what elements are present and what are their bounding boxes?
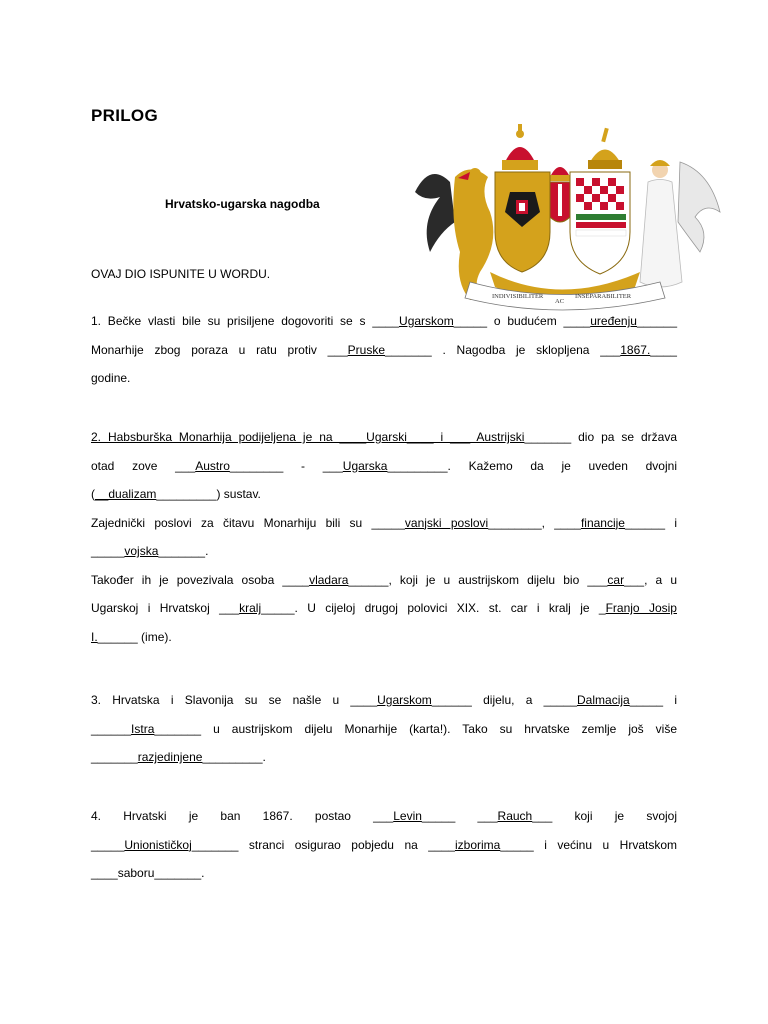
answer-dalmacija[interactable]: Dalmacija: [577, 693, 630, 707]
q3-line-1: 3. Hrvatska i Slavonija su se našle u ____Ugarskom______ dijelu, a _____Dalmacija_____ i: [91, 693, 677, 707]
instruction-text: OVAJ DIO ISPUNITE U WORDU.: [91, 267, 271, 281]
q2-line-4: Zajednički poslovi za čitavu Monarhiju bili su _____vanjski poslovi________, ____financije______ i: [91, 515, 677, 530]
answer-financije[interactable]: financije: [580, 515, 625, 530]
question-3: [91, 686, 677, 772]
answer-franjo-josip-cont[interactable]: I.: [91, 629, 98, 644]
page-heading: PRILOG: [91, 106, 158, 125]
answer-austrijski[interactable]: 2. Habsburška Monarhija podijeljena je na ____Ugarski____ i ___ Austrijski: [91, 430, 525, 444]
answer-dualizam[interactable]: __dualizam: [95, 487, 157, 501]
answer-kralj[interactable]: kralj: [239, 601, 262, 615]
angel-icon: [640, 160, 720, 287]
answer-unionistickoj[interactable]: Unionističkoj: [124, 837, 192, 852]
answer-ugarskom-2[interactable]: Ugarskom: [377, 693, 432, 707]
answer-car[interactable]: car: [607, 572, 625, 587]
answer-pruske[interactable]: Pruske: [347, 342, 385, 357]
answer-austro[interactable]: Austro: [195, 458, 230, 473]
right-shield-icon: [570, 172, 630, 274]
q4-line-2: _____Unionističkoj_______ stranci osigurao pobjedu na ____izborima_____ i većinu u Hrvatskom: [91, 837, 677, 852]
q2-line-7: Ugarskoj i Hrvatskoj ___kralj_____. U cijeloj drugoj polovici XIX. st. car i kralj je _Franjo Josip: [91, 601, 677, 615]
answer-1867[interactable]: 1867.: [620, 342, 651, 357]
q2-line-5: _____vojska_______.: [91, 544, 209, 558]
question-1: [91, 307, 677, 393]
question-2: [91, 423, 677, 651]
answer-izborima[interactable]: izborima: [454, 837, 501, 852]
answer-ugarska[interactable]: Ugarska: [342, 458, 388, 473]
answer-vladara[interactable]: vladara: [309, 572, 349, 587]
q4-line-3: ____saboru_______.: [91, 866, 205, 880]
left-shield-icon: [495, 172, 550, 272]
q3-line-3: _______razjedinjene_________.: [91, 750, 266, 764]
left-crown-icon: [502, 124, 538, 170]
q1-line-1: 1. Bečke vlasti bile su prisiljene dogovoriti se s ____Ugarskom_____ o budućem ____uređenju______: [91, 314, 677, 328]
answer-saboru[interactable]: saboru: [117, 866, 155, 880]
center-crown-icon: [548, 167, 572, 181]
answer-ugarskom[interactable]: Ugarskom: [399, 314, 454, 328]
question-4: [91, 802, 677, 888]
answer-uredenju[interactable]: uređenju: [590, 314, 637, 328]
answer-levin[interactable]: Levin: [393, 809, 422, 823]
answer-vojska[interactable]: vojska: [124, 544, 159, 558]
griffin-icon: [415, 168, 493, 300]
answer-franjo-josip[interactable]: Franjo Josip: [605, 601, 677, 615]
motto-right: INSEPARABILITER: [575, 293, 632, 300]
q2-line-2: otad zove ___Austro________ - ___Ugarska_________. Kažemo da je uveden dvojni: [91, 458, 677, 473]
answer-istra[interactable]: Istra: [131, 721, 155, 736]
answer-razjedinjene[interactable]: razjedinjene: [137, 750, 203, 764]
right-crown-icon: [588, 128, 622, 169]
answer-vanjski-poslovi[interactable]: vanjski poslovi: [404, 515, 489, 530]
document-subtitle: Hrvatsko-ugarska nagodba: [165, 197, 320, 211]
q2-line-8: I.______ (ime).: [91, 629, 172, 644]
q2-line-3: (__dualizam_________) sustav.: [91, 487, 261, 501]
motto-mid: AC: [555, 298, 565, 305]
q3-line-2: ______Istra_______ u austrijskom dijelu Monarhije (karta!). Tako su hrvatske zemlje još više: [91, 721, 677, 736]
austro-hungarian-coat-of-arms-icon: [410, 122, 724, 312]
q1-line-3: godine.: [91, 371, 131, 385]
center-shield-icon: [550, 182, 570, 222]
q1-line-2: Monarhije zbog poraza u ratu protiv ___Pruske_______ . Nagodba je sklopljena ___1867.____: [91, 342, 677, 357]
q2-line-6: Također ih je povezivala osoba ____vladara______, koji je u austrijskom dijelu bio ___car___, a u: [91, 572, 678, 587]
q4-line-1: 4. Hrvatski je ban 1867. postao ___Levin_____ ___Rauch___ koji je svojoj: [91, 809, 677, 823]
answer-rauch[interactable]: Rauch: [497, 809, 533, 823]
q2-line-1: 2. Habsburška Monarhija podijeljena je na ____Ugarski____ i ___ Austrijski_______ dio pa se država: [91, 430, 677, 444]
motto-left: INDIVISIBILITER: [492, 293, 544, 300]
